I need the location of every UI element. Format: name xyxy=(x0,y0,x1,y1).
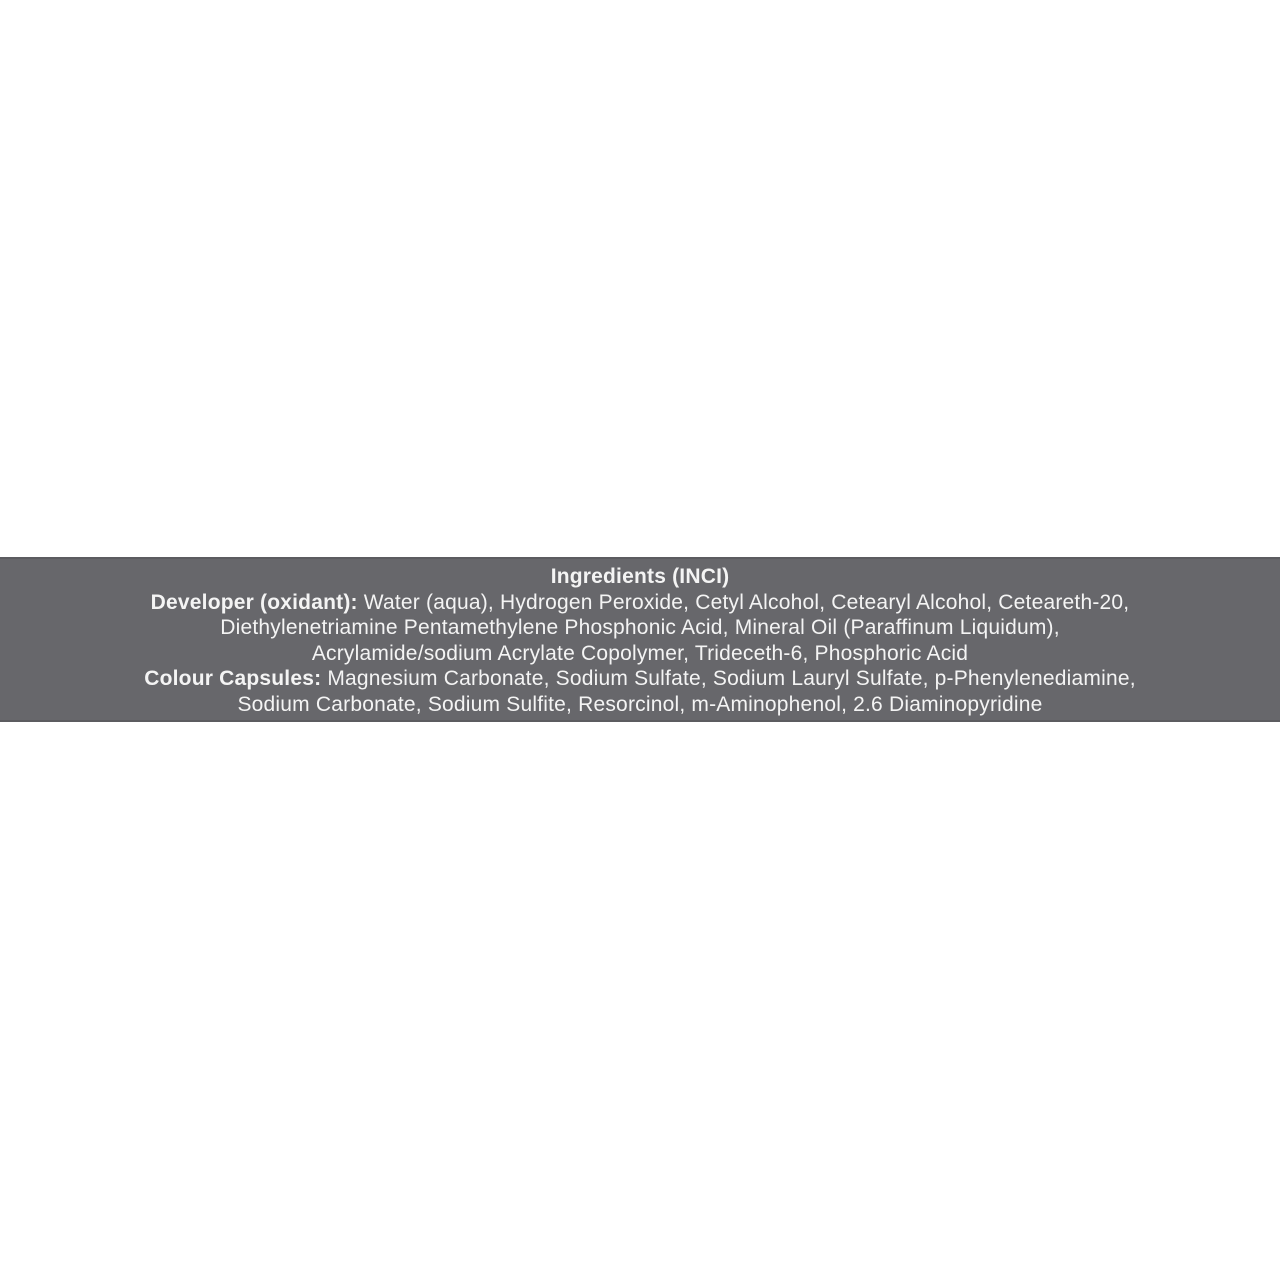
ingredients-line-colour-capsules xyxy=(0,666,1280,692)
developer-cont2-text: Acrylamide/sodium Acrylate Copolymer, Trideceth-6, Phosphoric Acid xyxy=(311,641,969,665)
ingredients-panel xyxy=(0,557,1280,722)
ingredients-title: Ingredients (INCI) xyxy=(550,565,730,588)
colour-capsules-cont-text: Sodium Carbonate, Sodium Sulfite, Resorcinol, m-Aminophenol, 2.6 Diaminopyridine xyxy=(237,692,1043,716)
developer-cont1-text: Diethylenetriamine Pentamethylene Phosphonic Acid, Mineral Oil (Paraffinum Liquidum), xyxy=(220,616,1060,639)
developer-lead-label: Developer (oxidant): xyxy=(150,590,358,614)
ingredients-line-colour-capsules-cont xyxy=(0,692,1280,718)
developer-line-text: Water (aqua), Hydrogen Peroxide, Cetyl Alcohol, Cetearyl Alcohol, Ceteareth-20, xyxy=(357,590,1130,614)
colour-capsules-lead-label: Colour Capsules: xyxy=(144,667,322,690)
ingredients-line-developer xyxy=(0,590,1280,616)
ingredients-line-developer-cont2 xyxy=(0,641,1280,667)
colour-capsules-line-text: Magnesium Carbonate, Sodium Sulfate, Sodium Lauryl Sulfate, p-Phenylenediamine, xyxy=(321,667,1136,690)
ingredients-line-developer-cont1 xyxy=(0,615,1280,641)
